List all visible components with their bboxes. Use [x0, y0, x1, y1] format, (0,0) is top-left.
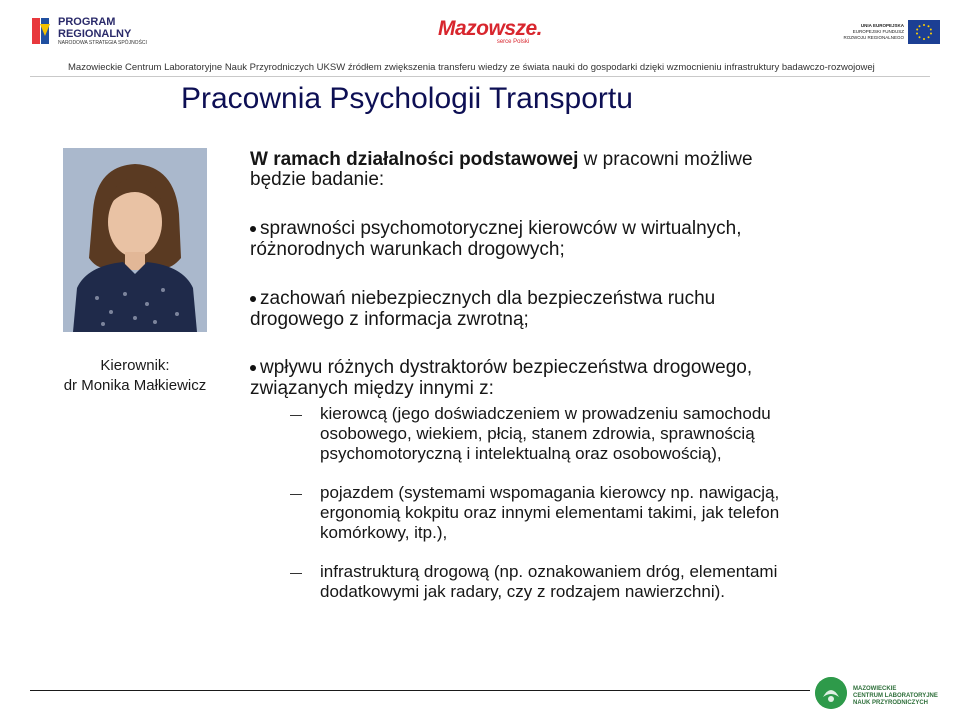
program-regionalny-mark-icon [30, 14, 52, 48]
dash-icon [290, 573, 302, 574]
bullet-dot-icon [250, 296, 256, 302]
bullet-dot-icon [250, 365, 256, 371]
footer-divider [30, 690, 810, 691]
intro-bold: W ramach działalności podstawowej [250, 149, 579, 170]
mazowsze-logo-tagline: serce Polski [496, 39, 530, 45]
list-item: wpływu różnych dystraktorów bezpieczeństwa drogowego, związanych między innymi z: [250, 357, 753, 399]
bullet-dot-icon [250, 226, 256, 232]
eu-fund-logo-text: UNIA EUROPEJSKA EUROPEJSKI FUNDUSZ ROZWOJU REGIONALNEGO [843, 23, 904, 40]
mazowsze-logo [425, 18, 555, 52]
director-caption [30, 356, 240, 396]
eu-fund-logo [836, 20, 940, 46]
intro-rest: w pracowni możliwe będzie badanie: [250, 149, 753, 190]
caption-name: dr Monika Małkiewicz [63, 377, 207, 394]
program-regionalny-subtitle: NARODOWA STRATEGIA SPÓJNOŚCI [58, 40, 147, 46]
list-item: sprawności psychomotorycznej kierowców w wirtualnych, różnorodnych warunkach drogowych; [250, 218, 742, 260]
mazowsze-logo-name: Mazowsze. [437, 17, 543, 40]
program-regionalny-logo [30, 12, 160, 52]
program-regionalny-title: PROGRAM REGIONALNY [58, 16, 132, 40]
list-item: kierowcą (jego doświadczeniem w prowadzeniu samochodu osobowego, wiekiem, płcią, stanem zdrowia, sprawnością psychomotoryczną i intelektualną oraz osobowością), [290, 404, 810, 464]
research-bullet-list [250, 218, 810, 399]
list-item: infrastrukturą drogową (np. oznakowaniem dróg, elementami dodatkowymi jak radary, czy z rodzajem nawierzchni). [290, 562, 810, 602]
eu-flag-icon [908, 20, 940, 44]
list-item: pojazdem (systemami wspomagania kierowcy np. nawigacją, ergonomią kokpitu oraz innymi elementami takimi, jak telefon komórkowy, itp.), [290, 483, 810, 543]
page-title: Pracownia Psychologii Transportu [181, 82, 633, 115]
dash-icon [290, 415, 302, 416]
portrait-photo [63, 148, 207, 332]
distractor-sub-list [290, 404, 810, 621]
project-subline: Mazowieckie Centrum Laboratoryjne Nauk Przyrodniczych UKSW źródłem zwiększenia transferu wiedzy ze świata nauki do gospodarki dzięki wzmocnieniu infrastruktury badawczo-rozwojowej [68, 62, 875, 73]
list-item: zachowań niebezpiecznych dla bezpieczeństwa ruchu drogowego z informacja zwrotną; [250, 288, 716, 330]
intro-text [250, 150, 810, 190]
caption-role: Kierownik: [100, 357, 170, 374]
dash-icon [290, 494, 302, 495]
mclnp-logo-text: MAZOWIECKIE CENTRUM LABORATORYJNE NAUK PRZYRODNICZYCH [853, 686, 938, 706]
mclnp-logo [815, 677, 945, 711]
mclnp-emblem-icon [815, 677, 847, 709]
header-divider [30, 76, 930, 77]
